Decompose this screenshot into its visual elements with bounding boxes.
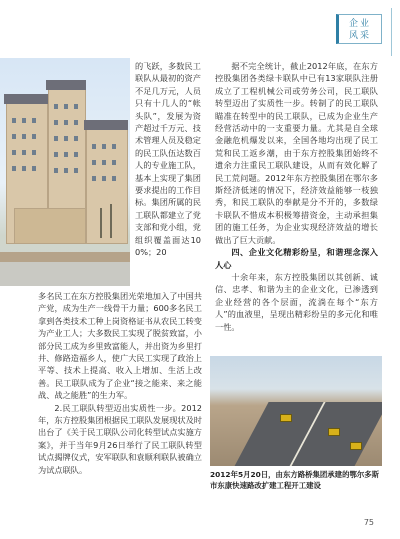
photo-caption: 2012年5月20日，由东方路桥集团承建的鄂尔多斯市东康快速路改扩建工程开工建设 xyxy=(210,470,380,490)
paragraph: 十余年来，东方控股集团以其创新、诚信、忠孝、和谐为主的企业文化，已渗透到企业经营的各个层面，流淌在每个“东方人”的血液里，呈现出精彩纷呈的多元化和唯一性。 xyxy=(215,271,378,332)
right-column xyxy=(215,60,378,333)
page-number: 75 xyxy=(363,518,374,527)
corner-rule xyxy=(391,8,392,56)
paragraph: 据不完全统计，截止2012年底，在东方控股集团各类绿卡联队中已有13家联队注册成立了工程机械公司或劳务公司，民工联队转型迈出了实质性一步。转制了的民工联队瞄准在转型中的民工联队，已成为企业生产经营活动中的一支重要力量。尤其是自全球金融危机爆发以来，全国各地均出现了民工荒和民工返乡潮，由于东方控股集团始终不遗余力注重民工联队建设，从而有效化解了民工荒问题。2012年东方控股集团在鄂尔多斯经济低迷的情况下，经济效益能够一枝独秀，和民工联队的奉献是分不开的，多数绿卡联队不惜成本积极筹措资金，主动承担集团的施工任务，为企业实现经济效益的增长做出了巨大贡献。 xyxy=(215,61,378,245)
paragraph: 的飞跃，多数民工联队从最初的资产不足几万元，人员只有十几人的“帐头队”，发展为资产超过千万元、技术管理人员及稳定的民工队伍达数百人的专业施工队，基本上实现了集团要求提出的工作目标。集团所属的民工联队都建立了党支部和党小组，党组织覆盖面达100%；20 xyxy=(135,61,201,258)
section-tab xyxy=(336,14,382,44)
buildings-photo xyxy=(0,58,130,286)
section-tab-line1: 企业 xyxy=(348,19,371,29)
paragraph: 2.民工联队转型迈出实质性一步。2012年，东方控股集团根据民工联队发展现状及时出台了《关于民工联队公司化转型试点实施方案》，并于当年9月26日举行了民工联队转型试点揭牌仪式，安军联队和袁顺利联队被确立为试点联队。 xyxy=(38,402,202,475)
left-wide-column xyxy=(38,290,202,476)
section-tab-line2: 风采 xyxy=(348,31,371,41)
road-construction-photo xyxy=(210,356,382,466)
left-narrow-column xyxy=(135,60,201,259)
paragraph: 多名民工在东方控股集团光荣地加入了中国共产党，成为生产一线骨干力量；600多名民工拿到各类技术工种上岗资格证书从农民工转变为产业工人；大多数民工实现了脱贫致富，小部分民工成为乡里致富能人，并出资为乡里打井、修路造福乡人，使广大民工实现了政治上平等、技术上提高、收入上增加、生活上改善。民工联队成为了企业“接之能来、来之能战、战之能胜”的生力军。 xyxy=(38,291,202,401)
section-heading: 四、企业文化精彩纷呈，和谐理念深入人心 xyxy=(215,247,378,270)
